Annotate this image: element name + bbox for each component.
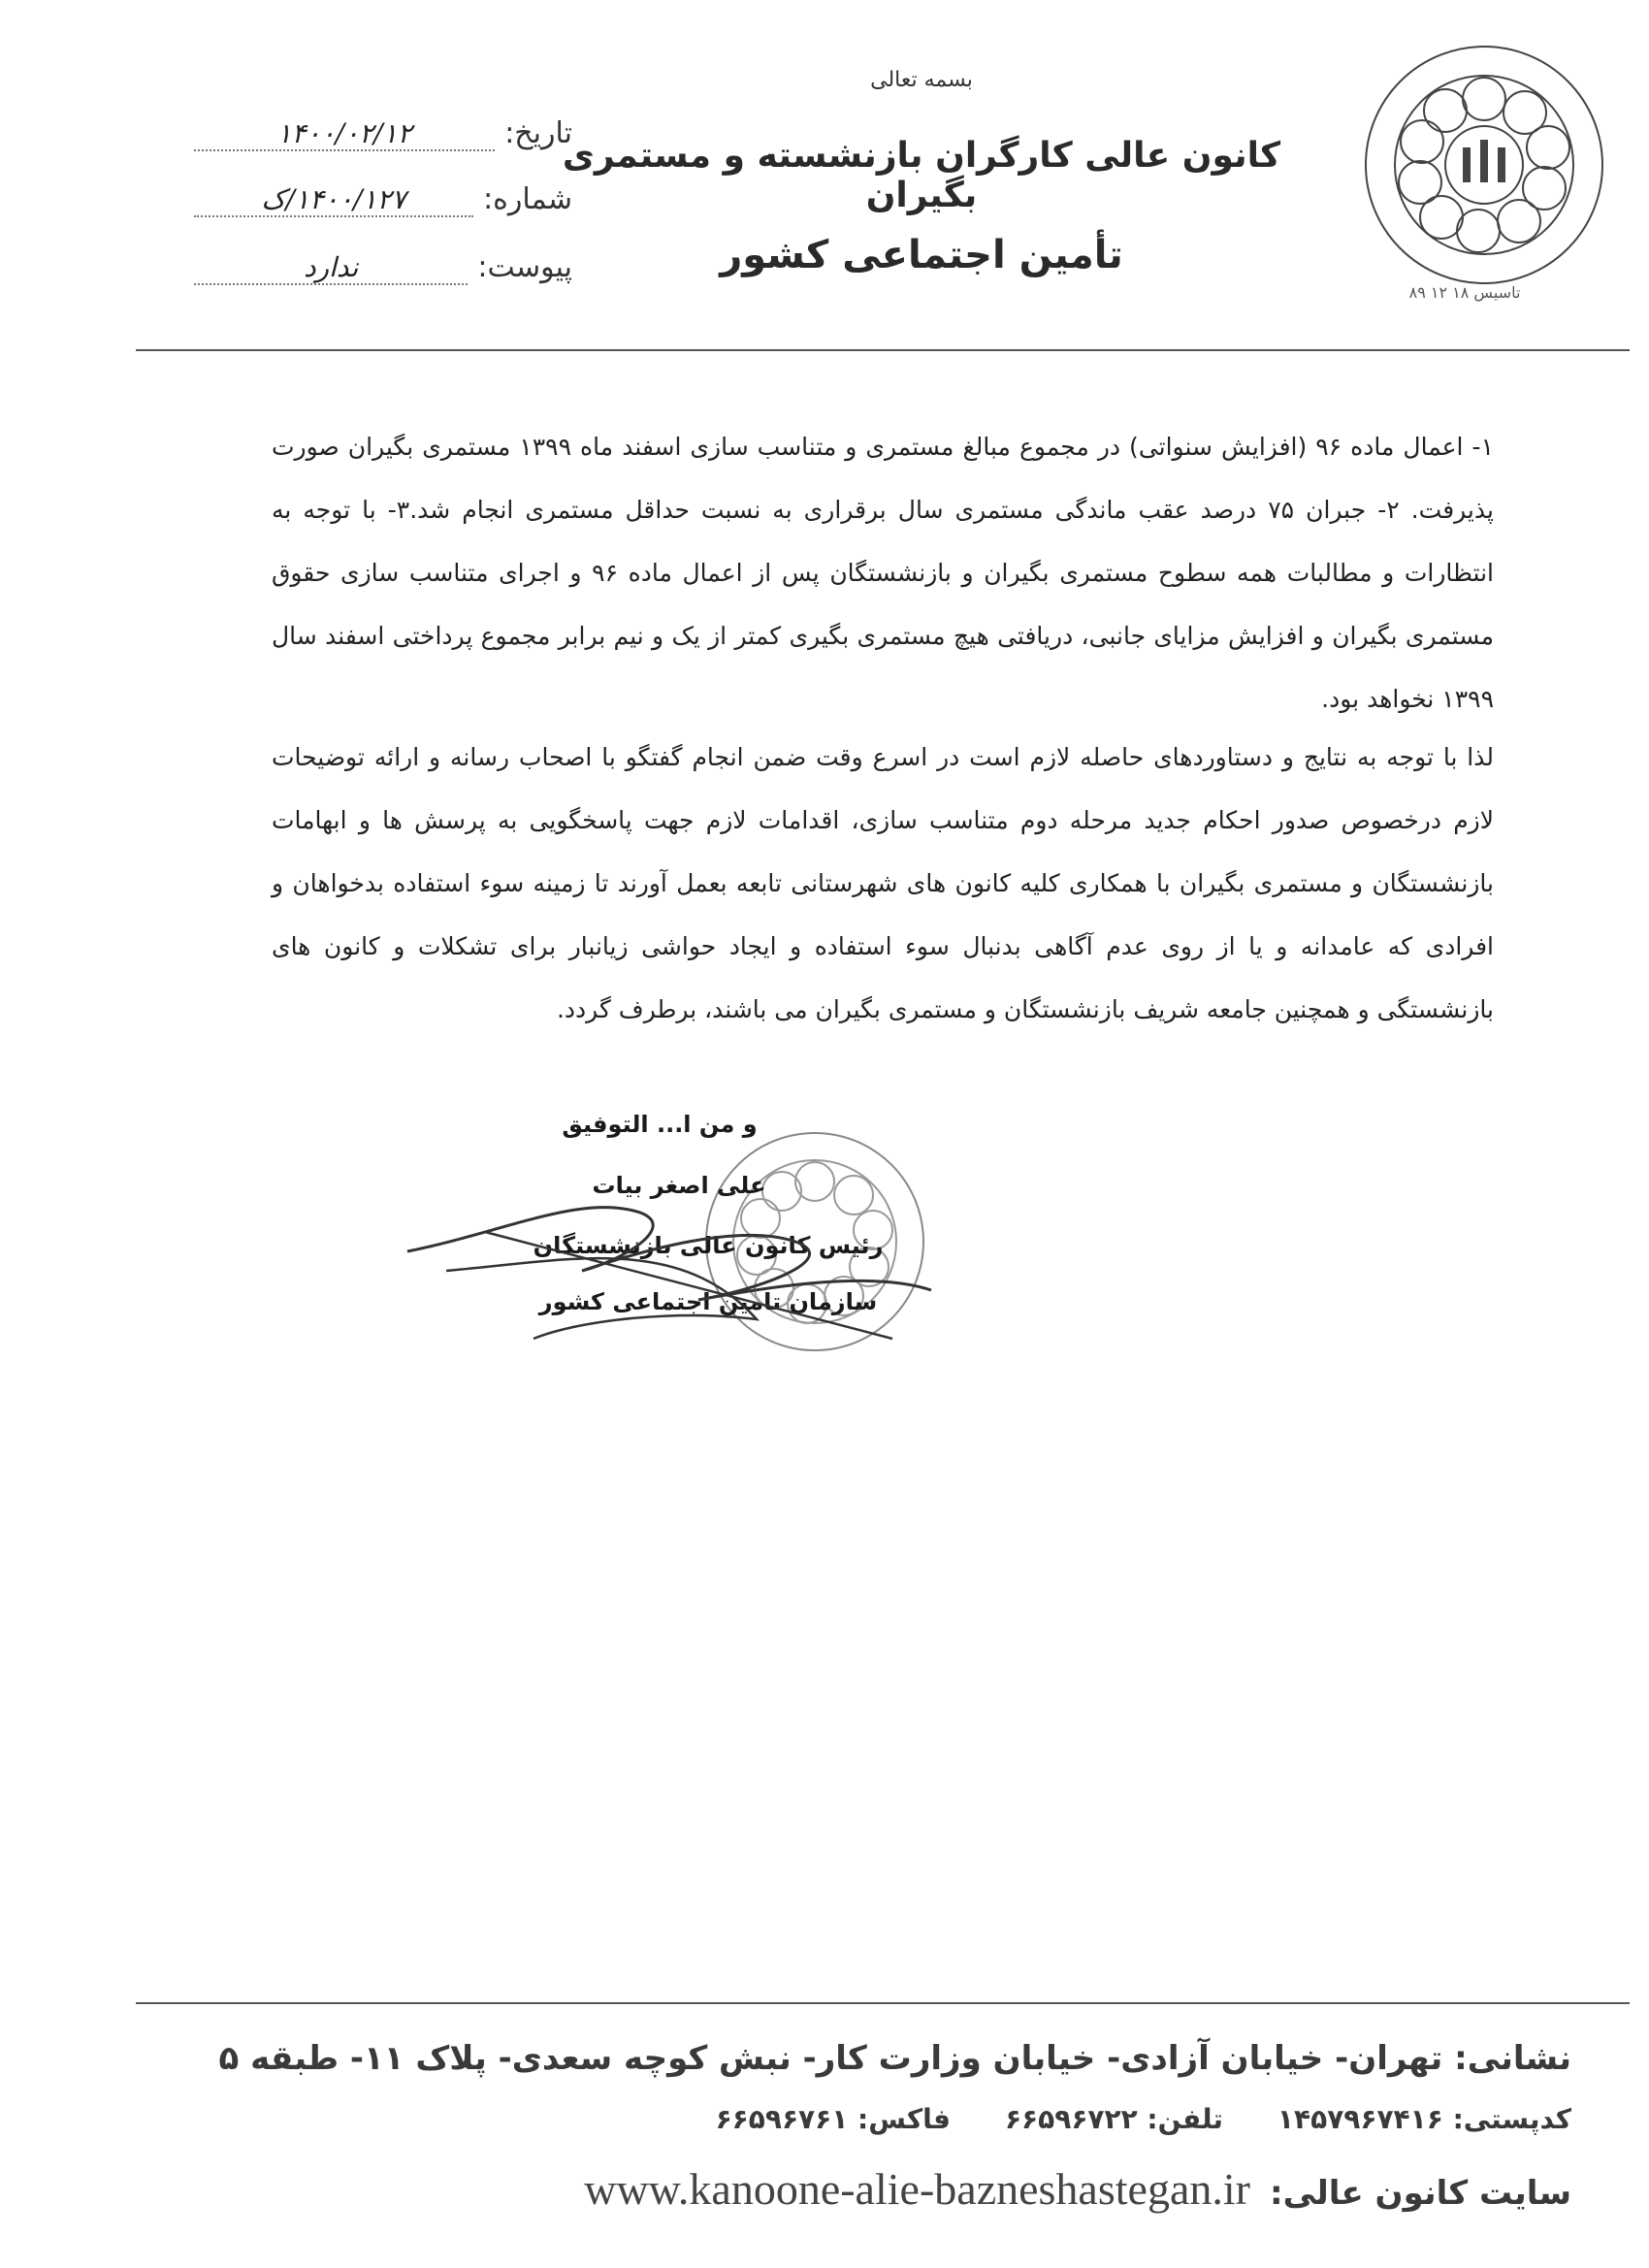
- footer-phone: تلفن: ۶۶۵۹۶۷۲۲: [1004, 2103, 1223, 2135]
- seal-founding-text: تاسیس ۱۸ ۱۲ ۸۹: [1408, 283, 1521, 302]
- footer-site-label: سایت کانون عالی:: [1269, 2174, 1571, 2213]
- footer-address: نشانی: تهران- خیابان آزادی- خیابان وزارت کار- نبش کوچه سعدی- پلاک ۱۱- طبقه ۵: [218, 2039, 1571, 2078]
- attachment-field: [194, 250, 572, 285]
- attachment-value: ندارد: [194, 251, 468, 285]
- number-field: [194, 182, 572, 217]
- signatory-title-line-2: سازمان تامین اجتماعی کشور: [538, 1288, 878, 1315]
- footer-divider: [136, 2002, 1630, 2004]
- body-paragraph-2: لذا با توجه به نتایج و دستاوردهای حاصله لازم است در اسرع وقت ضمن انجام گفتگو با اصحاب رسانه و ارائه توضیحات لازم درخصوص صدور احکام جدید مرحله دوم متناسب سازی، اقدامات لازم جهت پاسخگویی به پرسش ها و ابهامات بازنشستگان و مستمری بگیران با همکاری کلیه کانون های شهرستانی تابعه بعمل آورند تا زمینه سوء استفاده بدخواهان و افرادی که عامدانه و یا از روی عدم آگاهی بدنبال سوء استفاده و ایجاد حواشی زیانبار برای تشکلات و کانون های بازنشستگی و همچنین جامعه شریف بازنشستگان و مستمری بگیران می باشند، برطرف گردد.: [272, 743, 1494, 1023]
- closing-phrase: و من ا... التوفیق: [562, 1111, 758, 1138]
- attachment-label: پیوست:: [477, 250, 572, 284]
- bismillah-heading: بسمه تعالی: [870, 68, 973, 92]
- signatory-name: علی اصغر بیات: [592, 1172, 766, 1199]
- number-label: شماره:: [483, 182, 572, 216]
- footer-postal-code: کدپستی: ۱۴۵۷۹۶۷۴۱۶: [1277, 2103, 1571, 2135]
- organization-seal-icon: [1358, 39, 1610, 291]
- footer-fax: فاکس: ۶۶۵۹۶۷۶۱: [715, 2103, 951, 2135]
- number-value: ۱۴۰۰/۱۲۷/ک: [194, 183, 473, 217]
- header-divider: [136, 349, 1630, 351]
- date-value: ۱۴۰۰/۰۲/۱۲: [194, 117, 495, 151]
- signatory-title-line-1: رئیس کانون عالی بازنشستگان: [533, 1232, 884, 1259]
- date-label: تاریخ:: [504, 116, 572, 150]
- body-paragraph-1: ۱- اعمال ماده ۹۶ (افزایش سنواتی) در مجموع مبالغ مستمری و متناسب سازی اسفند ماه ۱۳۹۹ مستمری بگیران صورت پذیرفت. ۲- جبران ۷۵ درصد عقب ماندگی مستمری سال برقراری به نسبت حداقل مستمری انجام شد.۳- با توجه به انتظارات و مطالبات همه سطوح مستمری بگیران و بازنشستگان پس از اعمال ماده ۹۶ و اجرای متناسب سازی حقوق مستمری بگیران و افزایش مزایای جانبی، دریافتی هیچ مستمری بگیری کمتر از یک و نیم برابر مجموع پرداختی اسفند سال ۱۳۹۹ نخواهد بود.: [272, 433, 1494, 713]
- footer-contact: [194, 2103, 1571, 2135]
- footer-website: [194, 2163, 1571, 2215]
- footer-site-url: www.kanoone-alie-bazneshastegan.ir: [584, 2164, 1250, 2214]
- organization-subtitle: تأمین اجتماعی کشور: [720, 233, 1123, 277]
- date-field: [194, 116, 572, 151]
- organization-title: کانون عالی کارگران بازنشسته و مستمری بگیران: [562, 136, 1281, 215]
- handwritten-signature-icon: [388, 1174, 970, 1348]
